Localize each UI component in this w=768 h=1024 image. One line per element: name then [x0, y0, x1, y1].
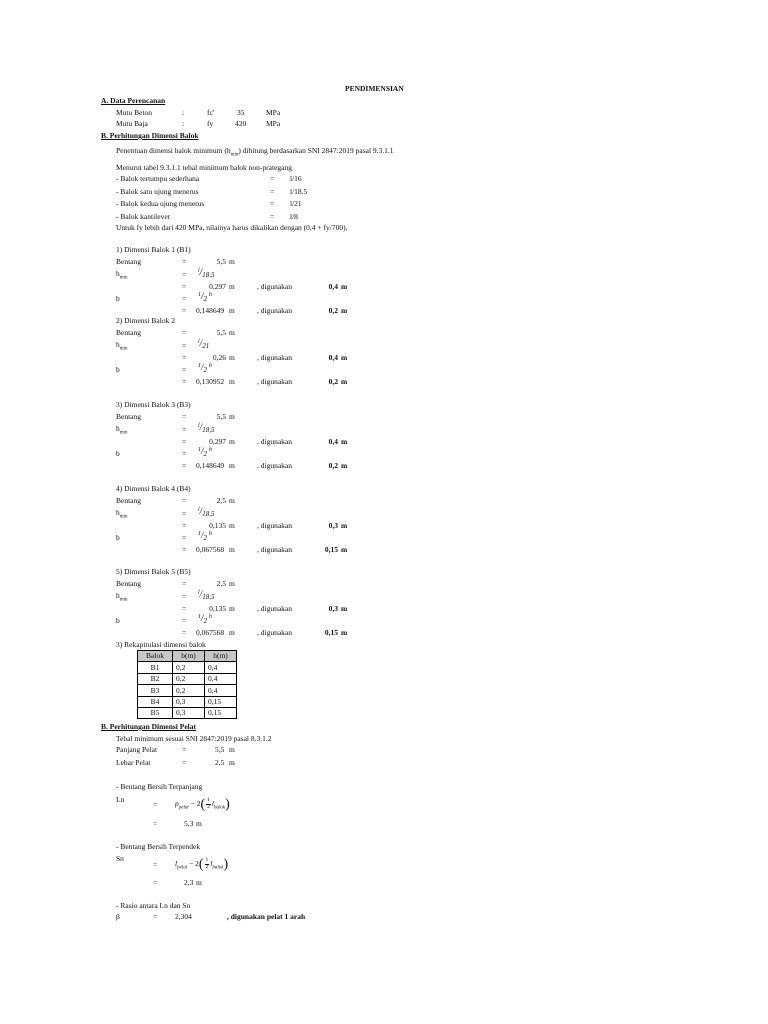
page-title: PENDIMENSIAN — [345, 84, 404, 93]
table-cell: 0,4 — [205, 673, 237, 684]
b-eq: = — [182, 616, 187, 625]
hmin-fraction: $^l$/18,5 — [198, 267, 215, 279]
table-row — [138, 662, 237, 673]
table-cell: 0,4 — [205, 662, 237, 673]
b-digunakan: , digunakan — [257, 306, 292, 315]
fraction-denominator: 2 — [203, 295, 208, 303]
b-result-eq: = — [182, 461, 187, 470]
ln-unit: m — [196, 819, 202, 828]
h-value: 0,297 — [209, 437, 226, 446]
b-used-value: 0,2 — [328, 306, 338, 315]
h-eq: = — [182, 604, 187, 613]
bentang-value: 5,5 — [216, 257, 226, 266]
table-header-cell: Balok — [138, 651, 173, 662]
h-eq: = — [182, 353, 187, 362]
fraction-numerator: l — [198, 423, 200, 429]
hmin-eq: = — [182, 509, 187, 518]
hmin-label — [116, 509, 128, 520]
ln-formula-main-sub: pelat — [178, 805, 189, 811]
intro-sub: min — [230, 152, 239, 158]
fraction-denominator: 18,5 — [202, 271, 215, 279]
b-fraction: $^1$/2 $^h$ — [198, 362, 212, 374]
sn-formula-fraction — [205, 857, 213, 870]
h-eq: = — [182, 521, 187, 530]
h-eq: = — [182, 282, 187, 291]
b-label: b — [116, 533, 120, 542]
h-unit: m — [229, 437, 235, 446]
h-unit: m — [229, 282, 235, 291]
rekap-title: 3) Rekapitulasi dimensi balok — [116, 640, 206, 649]
b-eq: = — [182, 449, 187, 458]
fraction-symbol: h — [208, 363, 212, 369]
table-cell: B2 — [138, 673, 173, 684]
bentang-eq: = — [182, 496, 187, 505]
bentang-value: 5,5 — [216, 328, 226, 337]
section-a-heading: A. Data Perencanan — [101, 96, 166, 105]
bentang-label: Bentang — [116, 496, 141, 505]
fraction-denominator: 18,5 — [202, 593, 215, 601]
panjang-value: 5,5 — [215, 745, 225, 754]
fy-note: Untuk fy lebih dari 420 MPa, nilainya harus dikalikan dengan (0,4 + fy/700). — [116, 223, 348, 232]
balok-title: 3) Dimensi Balok 3 (B3) — [116, 400, 191, 409]
bentang-unit: m — [229, 496, 235, 505]
hmin-h: h — [116, 591, 120, 600]
bentang-eq: = — [182, 328, 187, 337]
h-value: 0,135 — [209, 604, 226, 613]
material-label: Mutu Baja — [116, 119, 148, 128]
sn-label: Sn — [116, 854, 124, 863]
bentang-unit: m — [229, 579, 235, 588]
h-value: 0,135 — [209, 521, 226, 530]
b-used-unit: m — [341, 628, 348, 637]
material-label: Mutu Beton — [116, 108, 153, 117]
fraction-numerator: 1 — [198, 531, 201, 537]
case-eq: = — [270, 174, 275, 183]
beta-eq: = — [153, 912, 158, 921]
fraction-denominator: 2 — [203, 366, 208, 374]
hmin-h: h — [116, 340, 120, 349]
table-cell: 0,4 — [205, 685, 237, 696]
b-digunakan: , digunakan — [257, 377, 292, 386]
table-cell: 0,15 — [205, 696, 237, 707]
case-eq: = — [270, 212, 275, 221]
sn-value: 2,3 — [184, 878, 194, 887]
table-cell: 0,2 — [173, 673, 205, 684]
section-pelat-heading: B. Perhitungan Dimensi Pelat — [101, 722, 196, 731]
panjang-eq: = — [182, 745, 187, 754]
h-used-unit: m — [341, 353, 348, 362]
ln-formula-fraction — [206, 798, 211, 810]
fraction-numerator: 1 — [198, 447, 201, 453]
fraction-denominator: 21 — [202, 342, 210, 350]
ln-formula-den: 2 — [207, 803, 210, 810]
bentang-unit: m — [229, 412, 235, 421]
b-used-value: 0,2 — [328, 377, 338, 386]
table-cell: 0,2 — [173, 662, 205, 673]
hmin-fraction: $^l$/18,5 — [198, 506, 215, 518]
b-eq: = — [182, 533, 187, 542]
hmin-sub: min — [119, 430, 128, 436]
fraction-numerator: l — [198, 507, 200, 513]
material-value: 420 — [235, 119, 247, 128]
sn-eq: = — [153, 860, 158, 869]
tabel-note: Menurut tabel 9.3.1.1 tebal minimum balok non-prategang — [116, 163, 293, 172]
table-header-cell: h(m) — [205, 651, 237, 662]
b-label: b — [116, 294, 120, 303]
ln-formula: $p_{pelat} - 2$( $\frac{1}{2}$ $l_{balok}$) — [175, 797, 230, 812]
balok-title: 1) Dimensi Balok 1 (B1) — [116, 245, 191, 254]
material-colon: : — [182, 108, 185, 117]
lebar-label: Lebar Pelat — [116, 758, 151, 767]
h-unit: m — [229, 353, 235, 362]
h-used-value: 0,3 — [328, 604, 338, 613]
intro-text — [116, 147, 394, 158]
bentang-eq: = — [182, 257, 187, 266]
hmin-label — [116, 270, 128, 281]
b-eq: = — [182, 365, 187, 374]
ln-formula-tail: l — [211, 799, 214, 808]
section-b-heading: B. Perhitungan Dimensi Balok — [101, 131, 199, 140]
b-unit: m — [229, 545, 235, 554]
table-cell: B4 — [138, 696, 173, 707]
b-digunakan: , digunakan — [257, 628, 292, 637]
h-value: 0,297 — [209, 282, 226, 291]
material-colon: : — [182, 119, 185, 128]
hmin-h: h — [116, 269, 120, 278]
fraction-numerator: 1 — [198, 363, 201, 369]
b-used-unit: m — [341, 306, 348, 315]
case-value: l/21 — [290, 199, 302, 208]
lebar-unit: m — [229, 758, 235, 767]
intro-pre: Penentuan dimensi balok minimum (h — [116, 146, 231, 155]
bentang-unit: m — [229, 257, 235, 266]
h-used-value: 0,4 — [328, 282, 338, 291]
ratio-heading: - Rasio antara Ln dan Sn — [116, 901, 191, 910]
b-digunakan: , digunakan — [257, 545, 292, 554]
table-row — [138, 696, 237, 707]
h-digunakan: , digunakan — [257, 282, 292, 291]
table-cell: 0,3 — [173, 707, 205, 718]
b-result-eq: = — [182, 377, 187, 386]
b-fraction: $^1$/2 $^h$ — [198, 530, 212, 542]
hmin-eq: = — [182, 592, 187, 601]
ln-heading: - Bentang Bersih Terpanjang — [116, 782, 203, 791]
h-digunakan: , digunakan — [257, 604, 292, 613]
b-value: 0,130952 — [196, 377, 225, 386]
case-label: - Balok kantilever — [116, 212, 171, 221]
h-used-value: 0,4 — [328, 437, 338, 446]
b-used-unit: m — [341, 461, 348, 470]
b-fraction: $^1$/2 $^h$ — [198, 446, 212, 458]
fraction-numerator: l — [198, 268, 200, 274]
rekap-table — [137, 650, 237, 719]
h-digunakan: , digunakan — [257, 437, 292, 446]
b-used-unit: m — [341, 377, 348, 386]
h-used-unit: m — [341, 437, 348, 446]
h-value: 0,26 — [212, 353, 226, 362]
b-result-eq: = — [182, 628, 187, 637]
b-used-value: 0,2 — [328, 461, 338, 470]
b-unit: m — [229, 377, 235, 386]
fraction-symbol: h — [208, 292, 212, 298]
bentang-eq: = — [182, 579, 187, 588]
case-label: - Balok satu ujung menerus — [116, 187, 199, 196]
b-unit: m — [229, 461, 235, 470]
ln-eq-2: = — [153, 819, 158, 828]
ln-formula-minus: − 2 — [190, 799, 201, 808]
fraction-symbol: h — [208, 614, 212, 620]
b-value: 0,067568 — [196, 628, 225, 637]
sn-eq-2: = — [153, 878, 158, 887]
fraction-numerator: l — [198, 339, 200, 345]
h-digunakan: , digunakan — [257, 521, 292, 530]
bentang-label: Bentang — [116, 328, 141, 337]
hmin-label — [116, 341, 128, 352]
table-row — [138, 673, 237, 684]
material-symbol: fc' — [207, 108, 215, 117]
b-unit: m — [229, 628, 235, 637]
case-label: - Balok tertumpu sederhana — [116, 174, 200, 183]
table-cell: B1 — [138, 662, 173, 673]
table-row — [138, 685, 237, 696]
lebar-eq: = — [182, 758, 187, 767]
bentang-eq: = — [182, 412, 187, 421]
h-used-value: 0,4 — [328, 353, 338, 362]
table-cell: B3 — [138, 685, 173, 696]
hmin-sub: min — [119, 597, 128, 603]
sn-formula-num: 1 — [205, 857, 209, 864]
table-cell: 0,15 — [205, 707, 237, 718]
bentang-label: Bentang — [116, 257, 141, 266]
hmin-sub: min — [119, 514, 128, 520]
bentang-label: Bentang — [116, 412, 141, 421]
table-header-row — [138, 651, 237, 662]
material-symbol: fy — [207, 119, 214, 128]
b-eq: = — [182, 294, 187, 303]
table-cell: 0,2 — [173, 685, 205, 696]
h-used-value: 0,3 — [328, 521, 338, 530]
bentang-value: 2,5 — [216, 496, 226, 505]
b-unit: m — [229, 306, 235, 315]
b-result-eq: = — [182, 306, 187, 315]
fraction-denominator: 2 — [203, 450, 208, 458]
b-value: 0,067568 — [196, 545, 225, 554]
h-used-unit: m — [341, 604, 348, 613]
table-header-cell: b(m) — [173, 651, 205, 662]
hmin-sub: min — [119, 346, 128, 352]
b-value: 0,148649 — [196, 461, 225, 470]
b-digunakan: , digunakan — [257, 461, 292, 470]
hmin-label — [116, 425, 128, 436]
fraction-denominator: 2 — [203, 534, 208, 542]
h-unit: m — [229, 604, 235, 613]
pelat-note: Tebal minimum sesuai SNI 2847:2019 pasal 8.3.1.2 — [116, 734, 272, 743]
fraction-numerator: l — [198, 590, 200, 596]
ln-formula-main: p — [175, 799, 179, 808]
lebar-value: 2,5 — [215, 758, 225, 767]
b-used-value: 0,15 — [324, 545, 338, 554]
hmin-eq: = — [182, 425, 187, 434]
beta-value: 2,304 — [175, 912, 192, 921]
sn-formula-tail-sub: balok — [212, 865, 224, 871]
sn-formula-main-sub: pelat — [177, 865, 188, 871]
sn-formula: $l_{pelat} - 2$( $\frac{1}{2}$ $l_{balok}$) — [175, 857, 229, 872]
hmin-eq: = — [182, 341, 187, 350]
b-result-eq: = — [182, 545, 187, 554]
fraction-denominator: 2 — [203, 617, 208, 625]
b-label: b — [116, 449, 120, 458]
balok-title: 2) Dimensi Balok 2 — [116, 316, 175, 325]
ln-label: Ln — [116, 795, 125, 804]
sn-formula-den: 2 — [205, 863, 209, 870]
bentang-label: Bentang — [116, 579, 141, 588]
h-digunakan: , digunakan — [257, 353, 292, 362]
ln-eq: = — [153, 800, 158, 809]
ln-formula-num: 1 — [207, 797, 210, 804]
panjang-unit: m — [229, 745, 235, 754]
b-used-value: 0,15 — [324, 628, 338, 637]
hmin-eq: = — [182, 270, 187, 279]
fraction-numerator: 1 — [198, 292, 201, 298]
ln-value: 5,3 — [184, 819, 194, 828]
intro-post: ) dihitung berdasarkan SNI 2847:2019 pasal 9.3.1.1 — [238, 146, 394, 155]
hmin-fraction: $^l$/18,5 — [198, 589, 215, 601]
case-value: l/18.5 — [290, 187, 308, 196]
hmin-label — [116, 592, 128, 603]
h-unit: m — [229, 521, 235, 530]
b-fraction: $^1$/2 $^h$ — [198, 613, 212, 625]
sn-formula-minus: − 2 — [188, 859, 199, 868]
sn-unit: m — [196, 878, 202, 887]
h-used-unit: m — [341, 521, 348, 530]
case-value: l/8 — [290, 212, 298, 221]
fraction-numerator: 1 — [198, 614, 201, 620]
b-fraction: $^1$/2 $^h$ — [198, 291, 212, 303]
case-eq: = — [270, 187, 275, 196]
case-value: l/16 — [290, 174, 302, 183]
bentang-value: 5,5 — [216, 412, 226, 421]
ln-formula-tail-sub: balok — [214, 805, 226, 811]
panjang-label: Panjang Pelat — [116, 745, 158, 754]
fraction-symbol: h — [208, 447, 212, 453]
balok-title: 5) Dimensi Balok 5 (B5) — [116, 567, 191, 576]
b-used-unit: m — [341, 545, 348, 554]
sn-formula-main: l — [175, 859, 178, 868]
table-cell: 0,3 — [173, 696, 205, 707]
balok-title: 4) Dimensi Balok 4 (B4) — [116, 484, 191, 493]
beta-result: , digunakan pelat 1 arah — [227, 912, 306, 921]
hmin-h: h — [116, 508, 120, 517]
case-label: - Balok kedua ujung menerus — [116, 199, 205, 208]
bentang-unit: m — [229, 328, 235, 337]
b-label: b — [116, 616, 120, 625]
table-cell: B5 — [138, 707, 173, 718]
hmin-h: h — [116, 424, 120, 433]
h-used-unit: m — [341, 282, 348, 291]
fraction-symbol: h — [208, 531, 212, 537]
bentang-value: 2,5 — [216, 579, 226, 588]
hmin-fraction: $^l$/18,5 — [198, 422, 215, 434]
material-unit: MPa — [266, 108, 281, 117]
beta-symbol: β — [116, 912, 120, 921]
sn-formula-tail: l — [210, 859, 213, 868]
hmin-sub: min — [119, 275, 128, 281]
case-eq: = — [270, 199, 275, 208]
sn-heading: - Bentang Bersih Terpendek — [116, 842, 201, 851]
b-value: 0,148649 — [196, 306, 225, 315]
table-row — [138, 707, 237, 718]
b-label: b — [116, 365, 120, 374]
fraction-denominator: 18,5 — [202, 510, 215, 518]
material-unit: MPa — [266, 119, 281, 128]
fraction-denominator: 18,5 — [202, 426, 215, 434]
hmin-fraction: $^l$/21 — [198, 338, 210, 350]
h-eq: = — [182, 437, 187, 446]
material-value: 35 — [237, 108, 245, 117]
